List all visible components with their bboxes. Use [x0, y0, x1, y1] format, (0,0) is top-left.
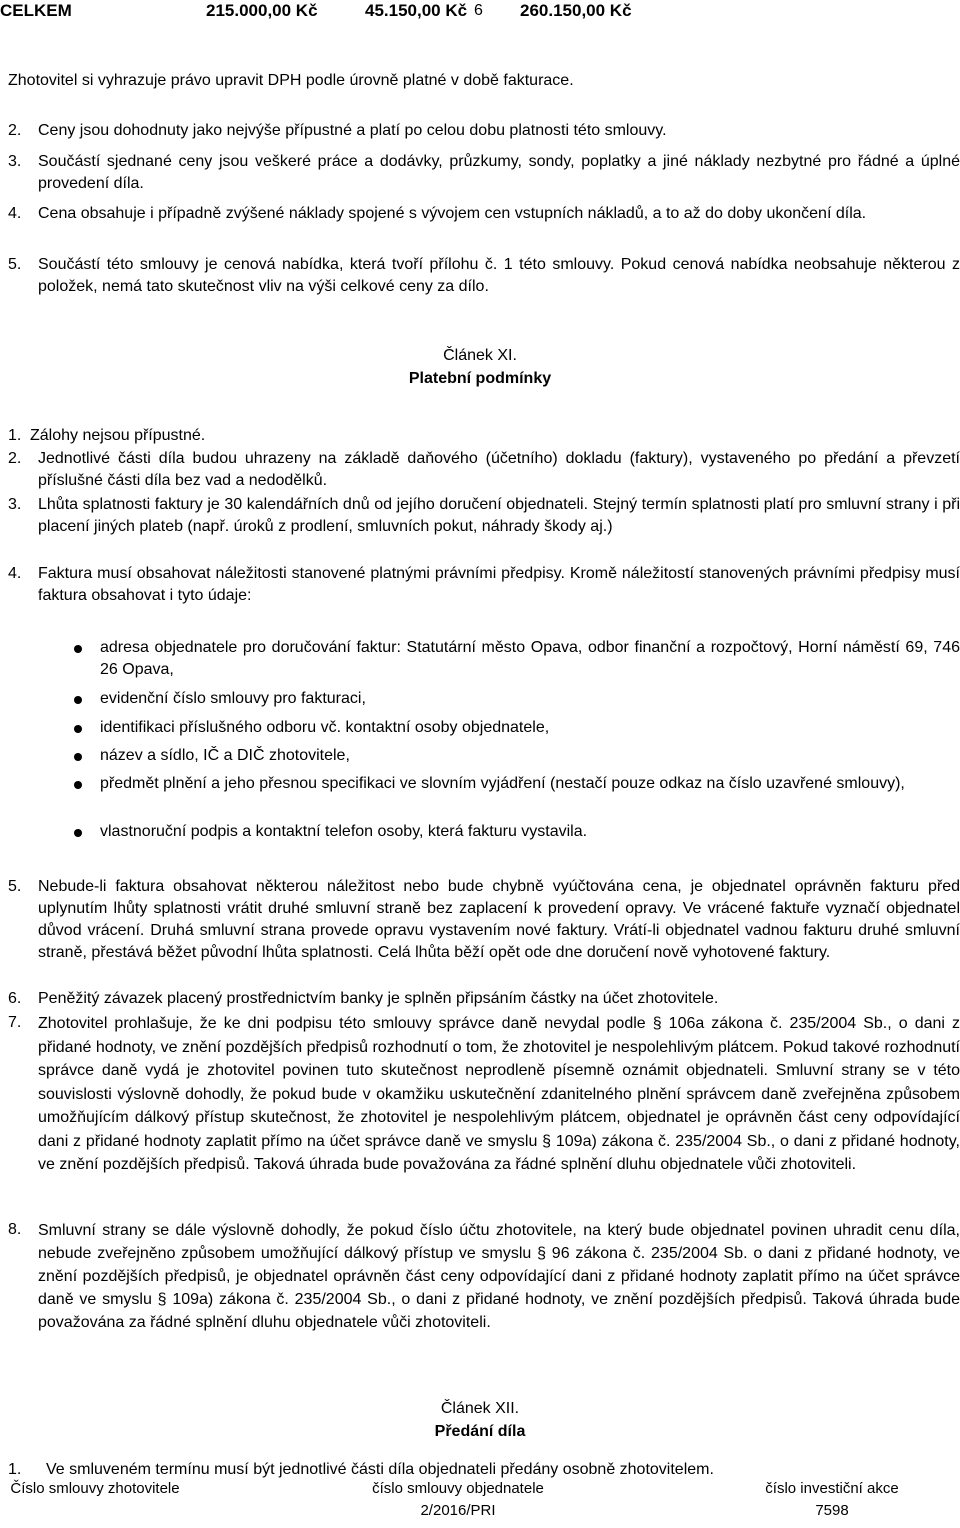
bullet-text: adresa objednatele pro doručování faktur: Statutární město Opava, odbor finanční a rozpočtový, Horní náměstí 69, 746 26 Opava, [100, 639, 960, 678]
bullet-text: předmět plnění a jeho přesnou specifikaci ve slovním vyjádření (nestačí pouze odkaz na číslo uzavřené smlouvy), [100, 775, 905, 792]
list-item [8, 988, 960, 1010]
article-xii-title: Předání díla [434, 1423, 526, 1440]
bullet-icon [74, 696, 82, 704]
bullet-text: vlastnoruční podpis a kontaktní telefon osoby, která fakturu vystavila. [100, 823, 588, 840]
bullet-item [74, 637, 960, 681]
bullet-text: identifikaci příslušného odboru vč. kontaktní osoby objednatele, [100, 719, 550, 736]
bullet-item [74, 688, 960, 710]
total-col2: 45.150,00 Kč [365, 1, 468, 20]
item-number: 1. [8, 427, 22, 444]
bullet-text: evidenční číslo smlouvy pro fakturaci, [100, 690, 366, 707]
footer-client-value: 2/2016/PRI [420, 1502, 496, 1519]
item-text: Součástí sjednané ceny jsou veškeré práce a dodávky, průzkumy, sondy, poplatky a jiné náklady nezbytné pro řádné a úplné provedení díla. [38, 153, 960, 192]
item-number: 8. [8, 1221, 22, 1238]
footer-investment-value: 7598 [815, 1502, 849, 1519]
total-col3: 260.150,00 Kč [520, 1, 632, 20]
bullet-item [74, 717, 960, 739]
item-text: Smluvní strany se dále výslovně dohodly, že pokud číslo účtu zhotovitele, na který bude objednatel povinen uhradit cenu díla, nebude zveřejněno způsobem umožňující dálkový přístup ve smyslu § 96 zákona č. 235/2004 Sb. o dani z přidané hodnoty, ve znění pozdějších předpisů, je objednatel oprávněn část ceny odpovídající dani z přidané hodnoty zaplatit přímo na účet správce daně ve smyslu § 109a) zákona č. 235/2004 Sb., o dani z přidané hodnoty, ve znění pozdějších předpisů. Taková úhrada bude považována za řádné splnění dluhu objednatele vůči zhotoviteli. [38, 1222, 960, 1331]
total-col1: 215.000,00 Kč [206, 1, 318, 20]
bullet-text: název a sídlo, IČ a DIČ zhotovitele, [100, 747, 350, 764]
item-number: 4. [8, 565, 22, 582]
item-text: Ve smluveném termínu musí být jednotlivé části díla objednateli předány osobně zhotovitelem. [46, 1461, 714, 1478]
article-xi-title: Platební podmínky [408, 370, 552, 387]
footer-investment-label: číslo investiční akce [765, 1480, 899, 1497]
list-item [8, 120, 960, 142]
footer [0, 1478, 960, 1528]
bullet-icon [74, 725, 82, 733]
item-number: 5. [8, 878, 22, 895]
item-text: Součástí této smlouvy je cenová nabídka, která tvoří přílohu č. 1 této smlouvy. Pokud cenová nabídka neobsahuje některou z položek, nemá tato skutečnost vliv na výši celkové ceny za dílo. [38, 256, 960, 295]
list-item [8, 563, 960, 607]
item-number: 4. [8, 205, 22, 222]
bullet-icon [74, 645, 82, 653]
item-number: 5. [8, 256, 22, 273]
item-number: 3. [8, 153, 22, 170]
list-item [8, 425, 960, 447]
item-text: Faktura musí obsahovat náležitosti stanovené platnými právními předpisy. Kromě náležitostí stanovených právními předpisy musí faktura obsahovat i tyto údaje: [38, 565, 960, 604]
list-item [8, 448, 960, 492]
item-text: Zálohy nejsou přípustné. [30, 427, 206, 444]
item-number: 3. [8, 496, 22, 513]
item-text: Ceny jsou dohodnuty jako nejvýše přípustné a platí po celou dobu platnosti této smlouvy. [38, 122, 667, 139]
article-xii-number: Článek XII. [440, 1400, 520, 1417]
footer-col-contractor [0, 1478, 190, 1500]
page-number: 6 [474, 2, 483, 19]
item-text: Cena obsahuje i případně zvýšené náklady spojené s vývojem cen vstupních nákladů, a to až do doby ukončení díla. [38, 205, 867, 222]
footer-col-client [358, 1478, 558, 1522]
list-item [8, 203, 960, 247]
list-item [8, 254, 960, 298]
bullet-item [74, 821, 960, 843]
list-item [8, 1012, 960, 1218]
item-text: Peněžitý závazek placený prostřednictvím banky je splněn připsáním částky na účet zhotovitele. [38, 990, 719, 1007]
item-number: 7. [8, 1014, 22, 1031]
bullet-icon [74, 753, 82, 761]
bullet-icon [74, 829, 82, 837]
item-number: 6. [8, 990, 22, 1007]
vat-note: Zhotovitel si vyhrazuje právo upravit DPH podle úrovně platné v době fakturace. [8, 72, 574, 89]
item-text: Jednotlivé části díla budou uhrazeny na základě daňového (účetního) dokladu (faktury), vystaveného po předání a převzetí příslušné části díla bez vad a nedodělků. [38, 450, 960, 489]
list-item [8, 151, 960, 195]
bullet-item [74, 773, 960, 817]
item-number: 2. [8, 122, 22, 139]
item-text: Nebude-li faktura obsahovat některou náležitost nebo bude chybně vyúčtována cena, je objednatel oprávněn fakturu před uplynutím lhůty splatnosti vrátit druhé smluvní straně bez zaplacení k provedení opravy. Ve vrácené faktuře vyznačí objednatel důvod vrácení. Druhá smluvní strana provede opravu vystavením nové faktury. Vrátí-li objednatel vadnou fakturu druhé smluvní straně, přestává běžet původní lhůta splatnosti. Celá lhůta běží opět ode dne doručení nově vyhotovené faktury. [38, 878, 960, 961]
footer-contractor-label: Číslo smlouvy zhotovitele [10, 1480, 180, 1497]
item-text: Lhůta splatnosti faktury je 30 kalendářních dnů od jejího doručení objednateli. Stejný termín splatnosti platí pro smluvní strany i při placení jiných plateb (např. úroků z prodlení, smluvních pokut, náhrady škody aj.) [38, 496, 960, 535]
item-number: 2. [8, 450, 22, 467]
bullet-icon [74, 781, 82, 789]
footer-client-label: číslo smlouvy objednatele [372, 1480, 544, 1497]
item-number: 1. [8, 1461, 22, 1478]
total-label: CELKEM [0, 1, 72, 20]
list-item [8, 1219, 960, 1359]
bullet-item [74, 745, 960, 767]
item-text: Zhotovitel prohlašuje, že ke dni podpisu této smlouvy správce daně nevydal podle § 106a zákona č. 235/2004 Sb., o dani z přidané hodnoty, ve znění pozdějších předpisů rozhodnutí o tom, že zhotovitel je nespolehlivým plátcem. Pokud takové rozhodnutí správce daně vydá je zhotovitel povinen tuto skutečnost neprodleně písemně oznámit objednateli. Smluvní strany se v této souvislosti výslovně dohodly, že pokud bude v okamžiku uskutečnění zdanitelného plnění správcem daně zveřejněna způsobem umožňujícím dálkový přístup skutečnost, že zhotovitel je nespolehlivým plátcem, objednatel je oprávněn část ceny odpovídající dani z přidané hodnoty zaplatit přímo na účet správce daně ve smyslu § 109a) zákona č. 235/2004 Sb., o dani z přidané hodnoty, ve znění pozdějších předpisů. Taková úhrada bude považována za řádné splnění dluhu objednatele vůči zhotoviteli. [38, 1015, 960, 1173]
list-item [8, 876, 960, 986]
footer-col-investment [752, 1478, 912, 1522]
article-xi-number: Článek XI. [443, 347, 517, 364]
list-item [8, 494, 960, 560]
